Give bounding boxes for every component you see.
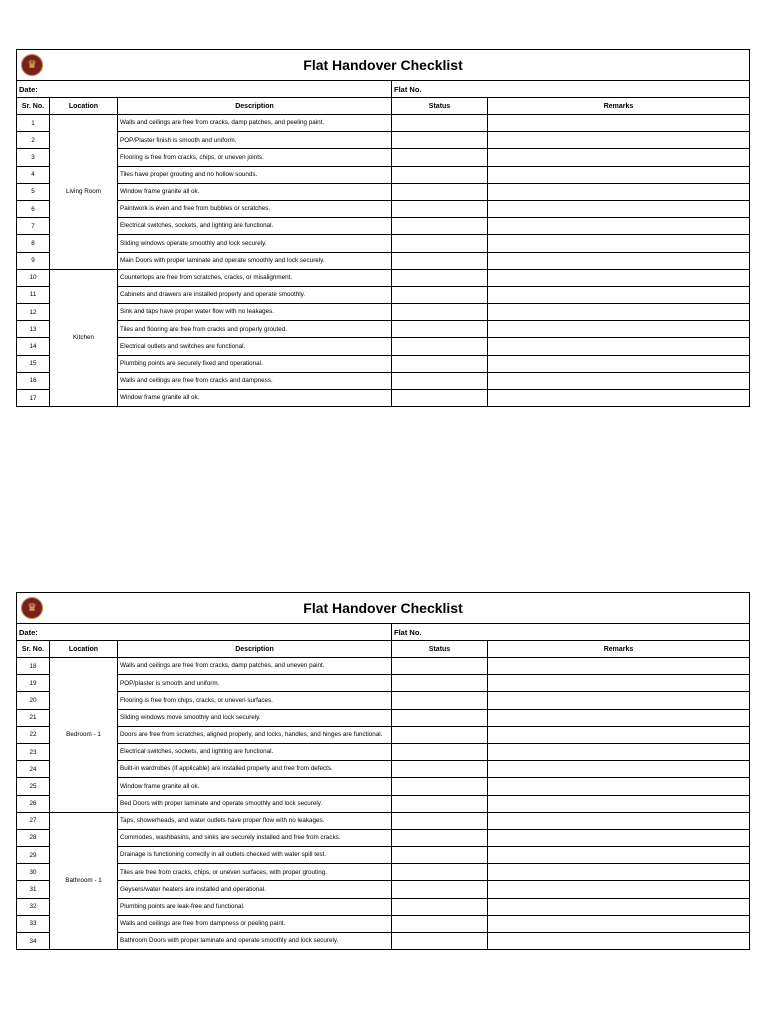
header-description: Description <box>118 641 392 658</box>
status-cell[interactable] <box>392 390 488 407</box>
remarks-cell[interactable] <box>488 658 750 675</box>
remarks-cell[interactable] <box>488 183 750 200</box>
table-row <box>17 372 750 389</box>
table-row <box>17 252 750 269</box>
description-cell: Walls and ceilings are free from cracks, damp patches, and uneven paint. <box>118 658 392 675</box>
remarks-cell[interactable] <box>488 864 750 881</box>
status-cell[interactable] <box>392 200 488 217</box>
table-row <box>17 847 750 864</box>
status-cell[interactable] <box>392 372 488 389</box>
sr-no-cell: 29 <box>17 847 50 864</box>
table-row <box>17 778 750 795</box>
remarks-cell[interactable] <box>488 200 750 217</box>
sr-no-cell: 24 <box>17 761 50 778</box>
description-cell: Tiles have proper grouting and no hollow sounds. <box>118 166 392 183</box>
remarks-cell[interactable] <box>488 304 750 321</box>
remarks-cell[interactable] <box>488 692 750 709</box>
crown-glyph: ♛ <box>27 601 37 614</box>
status-cell[interactable] <box>392 252 488 269</box>
header-status: Status <box>392 641 488 658</box>
table-row <box>17 183 750 200</box>
sr-no-cell: 15 <box>17 355 50 372</box>
remarks-cell[interactable] <box>488 372 750 389</box>
table-row <box>17 829 750 846</box>
remarks-cell[interactable] <box>488 390 750 407</box>
sr-no-cell: 4 <box>17 166 50 183</box>
table-row <box>17 235 750 252</box>
table-row <box>17 132 750 149</box>
location-cell: Bathroom - 1 <box>50 812 118 950</box>
status-cell[interactable] <box>392 149 488 166</box>
sr-no-cell: 32 <box>17 898 50 915</box>
table-row <box>17 149 750 166</box>
table-row <box>17 743 750 760</box>
remarks-cell[interactable] <box>488 166 750 183</box>
status-cell[interactable] <box>392 761 488 778</box>
table-row <box>17 269 750 286</box>
status-cell[interactable] <box>392 881 488 898</box>
sr-no-cell: 19 <box>17 675 50 692</box>
status-cell[interactable] <box>392 933 488 950</box>
table-row <box>17 218 750 235</box>
status-cell[interactable] <box>392 709 488 726</box>
sr-no-cell: 20 <box>17 692 50 709</box>
header-description: Description <box>118 98 392 115</box>
location-cell: Living Room <box>50 115 118 270</box>
header-row <box>17 98 750 115</box>
table-row <box>17 812 750 829</box>
description-cell: Countertops are free from scratches, cracks, or misalignment. <box>118 269 392 286</box>
status-cell[interactable] <box>392 743 488 760</box>
title-cell <box>17 593 750 624</box>
status-cell[interactable] <box>392 166 488 183</box>
description-cell: Plumbing points are securely fixed and operational. <box>118 355 392 372</box>
table-row <box>17 304 750 321</box>
location-cell: Kitchen <box>50 269 118 407</box>
description-cell: Walls and ceilings are free from cracks and dampness. <box>118 372 392 389</box>
table-row <box>17 915 750 932</box>
table-row <box>17 355 750 372</box>
remarks-cell[interactable] <box>488 269 750 286</box>
remarks-cell[interactable] <box>488 829 750 846</box>
sr-no-cell: 3 <box>17 149 50 166</box>
table-row <box>17 933 750 950</box>
table-row <box>17 675 750 692</box>
status-cell[interactable] <box>392 355 488 372</box>
description-cell: Bed Doors with proper laminate and operate smoothly and lock securely. <box>118 795 392 812</box>
status-cell[interactable] <box>392 321 488 338</box>
sr-no-cell: 13 <box>17 321 50 338</box>
checklist-table <box>16 592 750 950</box>
header-row <box>17 641 750 658</box>
sr-no-cell: 22 <box>17 726 50 743</box>
description-cell: Drainage is functioning correctly in all outlets checked with water spill test. <box>118 847 392 864</box>
description-cell: Window frame granite all ok. <box>118 390 392 407</box>
remarks-cell[interactable] <box>488 915 750 932</box>
remarks-cell[interactable] <box>488 812 750 829</box>
sr-no-cell: 30 <box>17 864 50 881</box>
description-cell: Flooring is free from chips, cracks, or uneven surfaces. <box>118 692 392 709</box>
table-row <box>17 726 750 743</box>
sr-no-cell: 17 <box>17 390 50 407</box>
status-cell[interactable] <box>392 795 488 812</box>
remarks-cell[interactable] <box>488 743 750 760</box>
remarks-cell[interactable] <box>488 338 750 355</box>
header-status: Status <box>392 98 488 115</box>
crown-glyph: ♛ <box>27 58 37 71</box>
remarks-cell[interactable] <box>488 847 750 864</box>
table-row <box>17 795 750 812</box>
sr-no-cell: 25 <box>17 778 50 795</box>
status-cell[interactable] <box>392 115 488 132</box>
description-cell: Doors are free from scratches, aligned properly, and locks, handles, and hinges are functional. <box>118 726 392 743</box>
status-cell[interactable] <box>392 692 488 709</box>
description-cell: Bathroom Doors with proper laminate and operate smoothly and lock securely. <box>118 933 392 950</box>
description-cell: Tiles and flooring are free from cracks and properly grouted. <box>118 321 392 338</box>
sr-no-cell: 16 <box>17 372 50 389</box>
header-sr-no: Sr. No. <box>17 98 50 115</box>
status-cell[interactable] <box>392 269 488 286</box>
description-cell: Window frame granite all ok. <box>118 183 392 200</box>
remarks-cell[interactable] <box>488 149 750 166</box>
status-cell[interactable] <box>392 898 488 915</box>
description-cell: POP/Plaster finish is smooth and uniform. <box>118 132 392 149</box>
sr-no-cell: 1 <box>17 115 50 132</box>
sr-no-cell: 12 <box>17 304 50 321</box>
title-row <box>17 593 750 624</box>
remarks-cell[interactable] <box>488 761 750 778</box>
description-cell: Sliding windows operate smoothly and lock securely. <box>118 235 392 252</box>
sr-no-cell: 7 <box>17 218 50 235</box>
sr-no-cell: 5 <box>17 183 50 200</box>
description-cell: Walls and ceilings are free from dampness or peeling paint. <box>118 915 392 932</box>
remarks-cell[interactable] <box>488 355 750 372</box>
sr-no-cell: 27 <box>17 812 50 829</box>
status-cell[interactable] <box>392 864 488 881</box>
status-cell[interactable] <box>392 304 488 321</box>
date-field[interactable]: Date: <box>17 624 392 641</box>
table-row <box>17 709 750 726</box>
table-row <box>17 286 750 303</box>
sr-no-cell: 23 <box>17 743 50 760</box>
description-cell: Built-in wardrobes (if applicable) are installed properly and free from defects. <box>118 761 392 778</box>
header-remarks: Remarks <box>488 98 750 115</box>
description-cell: Window frame granite all ok. <box>118 778 392 795</box>
checklist-sheet-1 <box>16 49 749 407</box>
table-row <box>17 115 750 132</box>
description-cell: Flooring is free from cracks, chips, or uneven joints. <box>118 149 392 166</box>
sr-no-cell: 2 <box>17 132 50 149</box>
remarks-cell[interactable] <box>488 778 750 795</box>
status-cell[interactable] <box>392 338 488 355</box>
status-cell[interactable] <box>392 847 488 864</box>
table-row <box>17 898 750 915</box>
table-row <box>17 692 750 709</box>
checklist-table <box>16 49 750 407</box>
status-cell[interactable] <box>392 675 488 692</box>
remarks-cell[interactable] <box>488 933 750 950</box>
table-row <box>17 864 750 881</box>
sr-no-cell: 8 <box>17 235 50 252</box>
header-location: Location <box>50 641 118 658</box>
sr-no-cell: 26 <box>17 795 50 812</box>
sr-no-cell: 28 <box>17 829 50 846</box>
table-row <box>17 390 750 407</box>
remarks-cell[interactable] <box>488 132 750 149</box>
description-cell: Electrical switches, sockets, and lighting are functional. <box>118 743 392 760</box>
status-cell[interactable] <box>392 812 488 829</box>
date-flat-row <box>17 624 750 641</box>
description-cell: Geysers/water heaters are installed and operational. <box>118 881 392 898</box>
status-cell[interactable] <box>392 132 488 149</box>
description-cell: Tiles are free from cracks, chips, or uneven surfaces, with proper grouting. <box>118 864 392 881</box>
remarks-cell[interactable] <box>488 252 750 269</box>
sr-no-cell: 11 <box>17 286 50 303</box>
sr-no-cell: 18 <box>17 658 50 675</box>
description-cell: Walls and ceilings are free from cracks, damp patches, and peeling paint. <box>118 115 392 132</box>
remarks-cell[interactable] <box>488 115 750 132</box>
status-cell[interactable] <box>392 778 488 795</box>
remarks-cell[interactable] <box>488 675 750 692</box>
remarks-cell[interactable] <box>488 726 750 743</box>
table-row <box>17 658 750 675</box>
description-cell: Electrical outlets and switches are functional. <box>118 338 392 355</box>
table-row <box>17 166 750 183</box>
table-row <box>17 881 750 898</box>
description-cell: Paintwork is even and free from bubbles or scratches. <box>118 200 392 217</box>
remarks-cell[interactable] <box>488 795 750 812</box>
status-cell[interactable] <box>392 915 488 932</box>
flat-number-field[interactable]: Flat No. <box>392 624 750 641</box>
description-cell: Cabinets and drawers are installed properly and operate smoothly. <box>118 286 392 303</box>
description-cell: Sink and taps have proper water flow with no leakages. <box>118 304 392 321</box>
remarks-cell[interactable] <box>488 286 750 303</box>
description-cell: Sliding windows move smoothly and lock securely. <box>118 709 392 726</box>
header-location: Location <box>50 98 118 115</box>
description-cell: POP/plaster is smooth and uniform. <box>118 675 392 692</box>
sr-no-cell: 6 <box>17 200 50 217</box>
sr-no-cell: 34 <box>17 933 50 950</box>
sr-no-cell: 33 <box>17 915 50 932</box>
status-cell[interactable] <box>392 658 488 675</box>
header-remarks: Remarks <box>488 641 750 658</box>
page-title: Flat Handover Checklist <box>303 600 463 616</box>
header-sr-no: Sr. No. <box>17 641 50 658</box>
title-row <box>17 50 750 81</box>
date-flat-row <box>17 81 750 98</box>
table-row <box>17 200 750 217</box>
crown-emblem-icon <box>21 54 43 76</box>
status-cell[interactable] <box>392 183 488 200</box>
status-cell[interactable] <box>392 235 488 252</box>
remarks-cell[interactable] <box>488 881 750 898</box>
date-field[interactable]: Date: <box>17 81 392 98</box>
status-cell[interactable] <box>392 286 488 303</box>
table-row <box>17 321 750 338</box>
sr-no-cell: 14 <box>17 338 50 355</box>
remarks-cell[interactable] <box>488 898 750 915</box>
page-title: Flat Handover Checklist <box>303 57 463 73</box>
location-cell: Bedroom - 1 <box>50 658 118 813</box>
checklist-sheet-2 <box>16 592 749 950</box>
status-cell[interactable] <box>392 829 488 846</box>
description-cell: Main Doors with proper laminate and operate smoothly and lock securely. <box>118 252 392 269</box>
sr-no-cell: 10 <box>17 269 50 286</box>
description-cell: Plumbing points are leak-free and functional. <box>118 898 392 915</box>
status-cell[interactable] <box>392 726 488 743</box>
table-row <box>17 761 750 778</box>
description-cell: Electrical switches, sockets, and lighting are functional. <box>118 218 392 235</box>
remarks-cell[interactable] <box>488 218 750 235</box>
sr-no-cell: 21 <box>17 709 50 726</box>
crown-emblem-icon <box>21 597 43 619</box>
description-cell: Commodes, washbasins, and sinks are securely installed and free from cracks. <box>118 829 392 846</box>
remarks-cell[interactable] <box>488 321 750 338</box>
sr-no-cell: 9 <box>17 252 50 269</box>
remarks-cell[interactable] <box>488 235 750 252</box>
table-row <box>17 338 750 355</box>
title-cell <box>17 50 750 81</box>
flat-number-field[interactable]: Flat No. <box>392 81 750 98</box>
description-cell: Taps, showerheads, and water outlets have proper flow with no leakages. <box>118 812 392 829</box>
status-cell[interactable] <box>392 218 488 235</box>
remarks-cell[interactable] <box>488 709 750 726</box>
sr-no-cell: 31 <box>17 881 50 898</box>
